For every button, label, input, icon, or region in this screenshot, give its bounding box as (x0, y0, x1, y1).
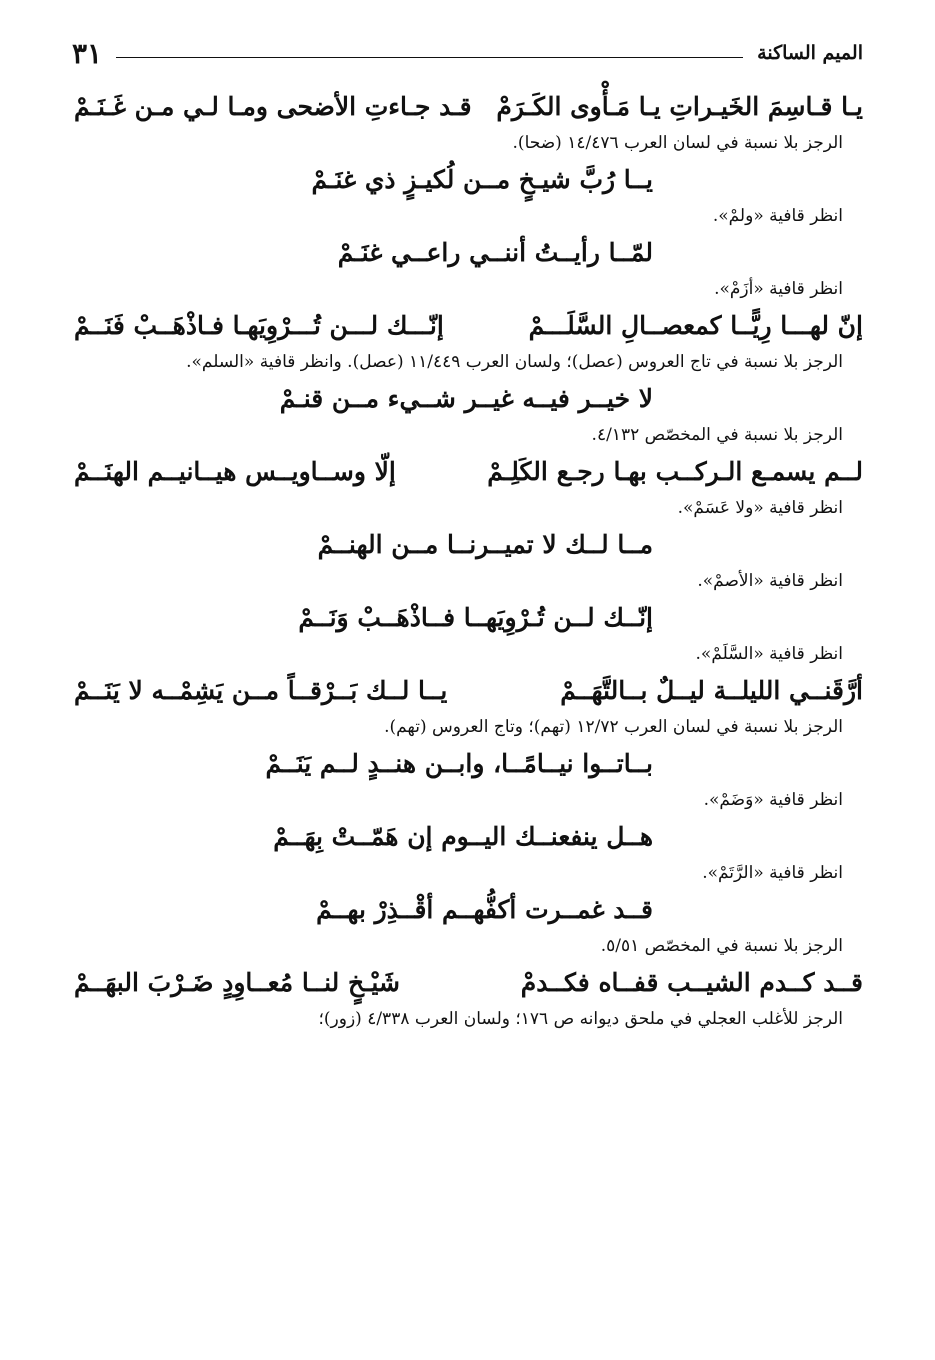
verse-single: لا خيــر فيــه غيــر شــيء مــن قنـمْ (279, 384, 653, 413)
verse-single: بــاتــوا نيــامًــا، وابــن هنــدٍ لــم يَنَــمْ (265, 749, 653, 778)
hemistich-left: إنّـــك لـــن تُـــرْوِيَهـا فـاذْهَــبْ فَنَــمْ (74, 311, 444, 340)
entry (74, 597, 863, 670)
verse-single: يــا رُبَّ شيـخٍ مــن لُكيـزٍ ذي غنَـمْ (311, 165, 653, 194)
verse-pair (74, 86, 863, 128)
verse-single: هــل ينفعنــك اليــوم إن هَمّــتْ بِهَــمْ (273, 822, 653, 851)
verse-single: إنّــك لــن تُـرْوِيَهــا فــاذْهَــبْ وَنَــمْ (298, 603, 653, 632)
verse-pair (74, 451, 863, 493)
running-title: الميم الساكنة (757, 42, 863, 64)
entry (74, 524, 863, 597)
verse-single: لمّــا رأيــتُ أننــي راعــي غنَـمْ (337, 238, 653, 267)
entry (74, 378, 863, 451)
page-content (74, 86, 863, 1035)
source-note: الرجز بلا نسبة في لسان العرب ١٤/٤٧٦ (ضحا). (512, 133, 843, 153)
entry (74, 305, 863, 378)
entry (74, 670, 863, 743)
page-header (72, 36, 863, 70)
verse-pair (74, 962, 863, 1004)
entry (74, 86, 863, 159)
hemistich-right: أرَّقَنــي الليلــة ليــلٌ بــالتَّهَــمْ (560, 676, 863, 705)
entry (74, 743, 863, 816)
source-note: الرجز للأغلب العجلي في ملحق ديوانه ص ١٧٦؛ ولسان العرب ٤/٣٣٨ (زور)؛ (318, 1009, 843, 1029)
source-note: الرجز بلا نسبة في المخصّص ٥/٥١. (600, 936, 843, 956)
entry (74, 889, 863, 962)
hemistich-right: لــم يسمـع الـركــب بهـا رجـع الكَلِـمْ (487, 457, 863, 486)
source-note: الرجز بلا نسبة في لسان العرب ١٢/٧٢ (تهم)؛ وتاج العروس (تهم). (384, 717, 843, 737)
verse-pair (74, 305, 863, 347)
cross-reference-note: انظر قافية «ولمْ». (712, 206, 843, 226)
hemistich-left: قـد جـاءتِ الأضحى ومـا لـي مـن غَـنَـمْ (74, 92, 472, 121)
entry (74, 232, 863, 305)
hemistich-left: إلّا وســاويــس هيــانيــم الهنَــمْ (74, 457, 396, 486)
entry (74, 159, 863, 232)
source-note: الرجز بلا نسبة في المخصّص ٤/١٣٢. (591, 425, 843, 445)
entry (74, 816, 863, 889)
page-number: ٣١ (72, 36, 103, 70)
hemistich-left: شَيْـخٍ لنــا مُعــاوِدٍ ضَـرْبَ البهَــمْ (74, 968, 400, 997)
cross-reference-note: انظر قافية «السَّلَمْ». (695, 644, 843, 664)
verse-pair (74, 670, 863, 712)
hemistich-right: يـا قـاسِمَ الخَيـراتِ يـا مَـأْوى الكَـرَمْ (496, 92, 863, 121)
hemistich-left: يــا لــك بَــرْقــاً مــن يَشِمْــه لا يَنَــمْ (74, 676, 448, 705)
cross-reference-note: انظر قافية «أزَمْ». (714, 279, 843, 299)
cross-reference-note: انظر قافية «وَضَمْ». (703, 790, 843, 810)
cross-reference-note: انظر قافية «ولا عَسَمْ». (677, 498, 843, 518)
header-rule (116, 57, 743, 58)
cross-reference-note: انظر قافية «الأصمْ». (697, 571, 843, 591)
entry (74, 962, 863, 1035)
cross-reference-note: انظر قافية «الرَّتَمْ». (702, 863, 843, 883)
hemistich-right: قــد كــدم الشيــب قفــاه فكــدمْ (520, 968, 863, 997)
verse-single: قــد غمــرت أكفُّهــم أقْــذِرْ بهــمْ (316, 895, 653, 924)
hemistich-right: إنّ لهـــا رِيًّــا كمعصــالِ السَّلَـــمْ (528, 311, 863, 340)
entry (74, 451, 863, 524)
verse-single: مــا لــك لا تميــرنــا مــن الهنــمْ (317, 530, 653, 559)
source-note: الرجز بلا نسبة في تاج العروس (عصل)؛ ولسان العرب ١١/٤٤٩ (عصل). وانظر قافية «السلم». (186, 352, 843, 372)
